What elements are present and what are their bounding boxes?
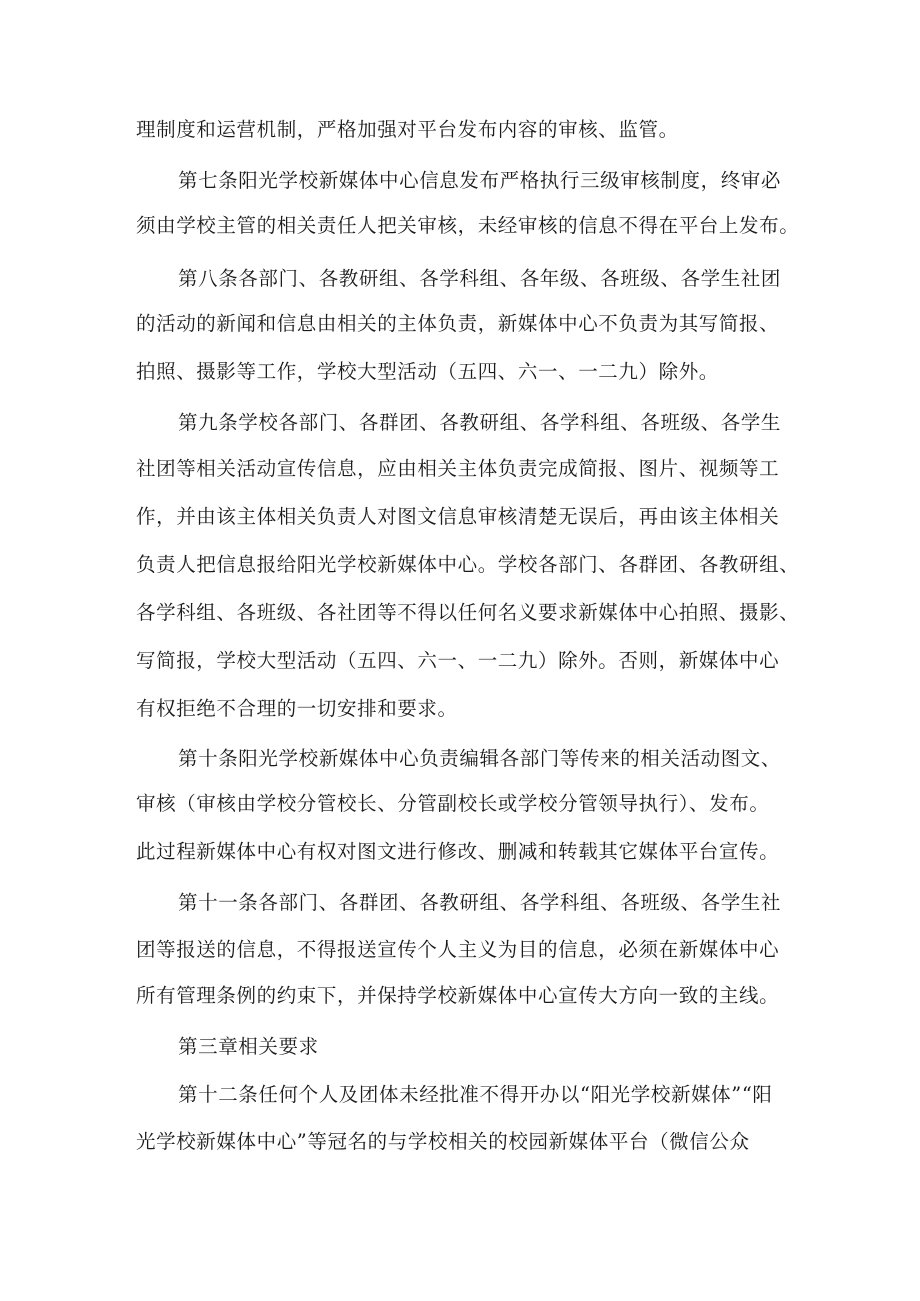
text-line: 各学科组、各班级、各社团等不得以任何名义要求新媒体中心拍照、摄影、 <box>136 601 800 624</box>
text-line: 社团等相关活动宣传信息，应由相关主体负责完成简报、图片、视频等工 <box>136 457 780 480</box>
text-line: 此过程新媒体中心有权对图文进行修改、删减和转载其它媒体平台宣传。 <box>136 840 780 863</box>
paragraph-line: 第十一条各部门、各群团、各教研组、各学科组、各班级、各学生社 <box>178 891 782 914</box>
text-line: 团等报送的信息，不得报送宣传个人主义为目的信息，必须在新媒体中心 <box>136 938 780 961</box>
paragraph-line: 第九条学校各部门、各群团、各教研组、各学科组、各班级、各学生 <box>178 411 782 434</box>
text-line: 须由学校主管的相关责任人把关审核，未经审核的信息不得在平台上发布。 <box>136 214 800 237</box>
text-line: 作，并由该主体相关负责人对图文信息审核清楚无误后，再由该主体相关 <box>136 505 780 528</box>
text-line: 光学校新媒体中心”等冠名的与学校相关的校园新媒体平台（微信公众 <box>136 1130 750 1153</box>
text-line: 审核（审核由学校分管校长、分管副校长或学校分管领导执行）、发布。 <box>136 792 770 815</box>
paragraph-line: 第八条各部门、各教研组、各学科组、各年级、各班级、各学生社团 <box>178 267 782 290</box>
text-line: 所有管理条例的约束下，并保持学校新媒体中心宣传大方向一致的主线。 <box>136 984 780 1007</box>
text-line: 拍照、摄影等工作，学校大型活动（五四、六一、一二九）除外。 <box>136 360 719 383</box>
text-line: 的活动的新闻和信息由相关的主体负责，新媒体中心不负责为其写简报、 <box>136 312 780 335</box>
text-line: 有权拒绝不合理的一切安排和要求。 <box>136 697 458 720</box>
text-line: 理制度和运营机制，严格加强对平台发布内容的审核、监管。 <box>136 118 679 141</box>
paragraph-line: 第十条阳光学校新媒体中心负责编辑各部门等传来的相关活动图文、 <box>178 747 782 770</box>
chapter-heading: 第三章相关要求 <box>178 1035 319 1058</box>
paragraph-line: 第七条阳光学校新媒体中心信息发布严格执行三级审核制度，终审必 <box>178 169 782 192</box>
text-line: 写简报，学校大型活动（五四、六一、一二九）除外。否则，新媒体中心 <box>136 649 780 672</box>
paragraph-line: 第十二条任何个人及团体未经批准不得开办以“阳光学校新媒体”“阳 <box>178 1083 773 1106</box>
text-line: 负责人把信息报给阳光学校新媒体中心。学校各部门、各群团、各教研组、 <box>136 553 800 576</box>
